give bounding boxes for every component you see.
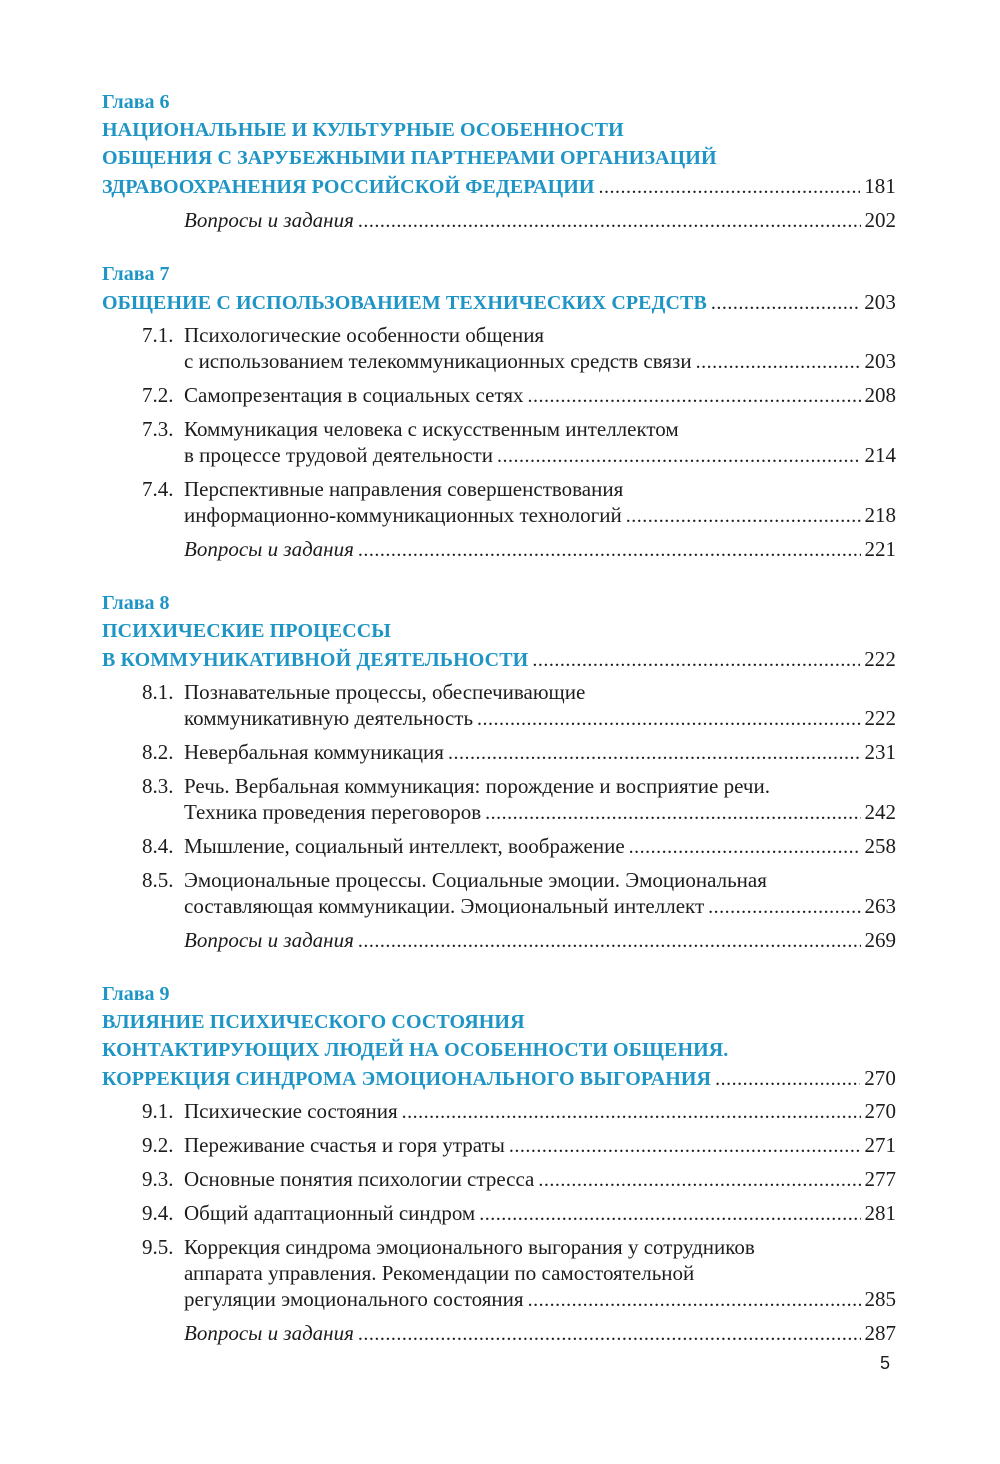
section-number: 7.1.: [142, 323, 174, 347]
section-title: [184, 799, 896, 826]
dot-leader: [448, 740, 861, 766]
section-title: [184, 833, 896, 860]
questions-entry-page-number: 287: [864, 1321, 896, 1345]
section-title: [184, 502, 896, 529]
dot-leader: [528, 1287, 861, 1313]
chapter-title-text: ЗДРАВООХРАНЕНИЯ РОССИЙСКОЙ ФЕДЕРАЦИИ: [102, 176, 595, 198]
section-number: 8.4.: [142, 834, 174, 858]
dot-leader: [497, 443, 861, 469]
chapter-block: [102, 980, 896, 1347]
dot-leader: [485, 800, 860, 826]
toc-entry: [102, 773, 896, 826]
section-title-text: составляющая коммуникации. Эмоциональный интеллект: [184, 894, 705, 918]
section-title-page-number: 222: [864, 706, 896, 730]
section-title-line: Коммуникация человека с искусственным интеллектом: [184, 417, 679, 441]
section-number: 9.3.: [142, 1167, 174, 1191]
chapter-title: [102, 645, 896, 674]
section-title-page-number: 271: [864, 1133, 896, 1157]
section-number: 7.4.: [142, 477, 174, 501]
chapter-label: Глава 6: [102, 91, 170, 113]
section-title-page-number: 258: [864, 834, 896, 858]
section-title-text: Общий адаптационный синдром: [184, 1201, 476, 1225]
questions-entry: [102, 207, 896, 234]
dot-leader: [696, 349, 861, 375]
section-title: [184, 1286, 896, 1313]
dot-leader: [358, 208, 861, 234]
section-title-text: Мышление, социальный интеллект, воображение: [184, 834, 625, 858]
dot-leader: [402, 1099, 861, 1125]
section-number: 8.5.: [142, 868, 174, 892]
dot-leader: [477, 706, 860, 732]
dot-leader: [626, 503, 861, 529]
section-title-line: Психологические особенности общения: [184, 323, 545, 347]
chapter-label: Глава 8: [102, 592, 170, 614]
dot-leader: [479, 1201, 860, 1227]
section-number: 7.3.: [142, 417, 174, 441]
chapter-title-line: ОБЩЕНИЯ С ЗАРУБЕЖНЫМИ ПАРТНЕРАМИ ОРГАНИЗАЦИЙ: [102, 147, 717, 169]
dot-leader: [509, 1133, 861, 1159]
questions-entry-page-number: 221: [864, 537, 896, 561]
toc-entry: [102, 679, 896, 732]
toc-entry: [102, 1200, 896, 1227]
dot-leader: [528, 383, 861, 409]
chapter-title-text: ОБЩЕНИЕ С ИСПОЛЬЗОВАНИЕМ ТЕХНИЧЕСКИХ СРЕДСТВ: [102, 292, 707, 314]
chapter-title-text: В КОММУНИКАТИВНОЙ ДЕЯТЕЛЬНОСТИ: [102, 649, 529, 671]
section-title-page-number: 270: [864, 1099, 896, 1123]
toc-entry: [102, 382, 896, 409]
table-of-contents: [102, 88, 896, 1373]
section-number: 9.2.: [142, 1133, 174, 1157]
dot-leader: [538, 1167, 860, 1193]
dot-leader: [711, 289, 860, 317]
section-number: 8.2.: [142, 740, 174, 764]
section-title-page-number: 214: [864, 443, 896, 467]
dot-leader: [599, 173, 861, 201]
toc-entry: [102, 1132, 896, 1159]
chapter-label: Глава 9: [102, 983, 170, 1005]
section-number: 9.5.: [142, 1235, 174, 1259]
section-title-page-number: 242: [864, 800, 896, 824]
questions-entry-text: Вопросы и задания: [184, 208, 354, 232]
chapter-block: [102, 589, 896, 954]
section-title: [184, 739, 896, 766]
section-title: [184, 1200, 896, 1227]
section-title-text: информационно-коммуникационных технологий: [184, 503, 622, 527]
toc-entry: [102, 739, 896, 766]
section-list: [102, 322, 896, 563]
dot-leader: [358, 928, 861, 954]
section-title-line: Речь. Вербальная коммуникация: порождение и восприятие речи.: [184, 774, 770, 798]
dot-leader: [708, 894, 860, 920]
section-title: [184, 893, 896, 920]
section-title-page-number: 231: [864, 740, 896, 764]
toc-entry: [102, 867, 896, 920]
section-title-page-number: 263: [864, 894, 896, 918]
section-title-page-number: 281: [864, 1201, 896, 1225]
section-title-text: Переживание счастья и горя утраты: [184, 1133, 505, 1157]
section-title: [184, 1098, 896, 1125]
chapter-title: [102, 288, 896, 317]
chapter-title: [102, 172, 896, 201]
page-number: 5: [880, 1353, 891, 1373]
section-title-text: Самопрезентация в социальных сетях: [184, 383, 524, 407]
section-number: 8.3.: [142, 774, 174, 798]
chapter-title-line: НАЦИОНАЛЬНЫЕ И КУЛЬТУРНЫЕ ОСОБЕННОСТИ: [102, 119, 624, 141]
section-title-page-number: 218: [864, 503, 896, 527]
questions-entry: [102, 927, 896, 954]
section-number: 9.4.: [142, 1201, 174, 1225]
chapter-title-page-number: 270: [864, 1066, 896, 1090]
questions-entry-text: Вопросы и задания: [184, 1321, 354, 1345]
chapter-label: Глава 7: [102, 263, 170, 285]
chapter-title-page-number: 222: [864, 647, 896, 671]
chapter-title-line: КОНТАКТИРУЮЩИХ ЛЮДЕЙ НА ОСОБЕННОСТИ ОБЩЕНИЯ.: [102, 1039, 729, 1061]
questions-entry-page-number: 202: [864, 208, 896, 232]
section-title-line: аппарата управления. Рекомендации по самостоятельной: [184, 1261, 695, 1285]
section-title-line: Познавательные процессы, обеспечивающие: [184, 680, 586, 704]
questions-entry: [102, 1320, 896, 1347]
section-title-text: с использованием телекоммуникационных средств связи: [184, 349, 692, 373]
toc-entry: [102, 833, 896, 860]
dot-leader: [358, 1321, 861, 1347]
section-list: [102, 207, 896, 234]
section-list: [102, 679, 896, 954]
section-title-line: Эмоциональные процессы. Социальные эмоции. Эмоциональная: [184, 868, 767, 892]
toc-entry: [102, 1166, 896, 1193]
chapter-title-line: ПСИХИЧЕСКИЕ ПРОЦЕССЫ: [102, 620, 392, 642]
dot-leader: [358, 537, 861, 563]
section-title: [184, 442, 896, 469]
questions-entry-text: Вопросы и задания: [184, 537, 354, 561]
section-title-text: Психические состояния: [184, 1099, 398, 1123]
chapter-title-page-number: 181: [864, 174, 896, 198]
dot-leader: [715, 1065, 860, 1093]
section-title-page-number: 277: [864, 1167, 896, 1191]
section-title: [184, 1132, 896, 1159]
section-list: [102, 1098, 896, 1347]
section-number: 8.1.: [142, 680, 174, 704]
section-title-page-number: 203: [864, 349, 896, 373]
chapter-title: [102, 1064, 896, 1093]
questions-entry-page-number: 269: [864, 928, 896, 952]
dot-leader: [532, 646, 860, 674]
toc-entry: [102, 476, 896, 529]
section-title-text: регуляции эмоционального состояния: [184, 1287, 524, 1311]
section-title-line: Коррекция синдрома эмоционального выгорания у сотрудников: [184, 1235, 755, 1259]
section-title-line: Перспективные направления совершенствования: [184, 477, 624, 501]
section-title: [184, 382, 896, 409]
section-title-text: коммуникативную деятельность: [184, 706, 474, 730]
toc-entry: [102, 1098, 896, 1125]
questions-entry: [102, 536, 896, 563]
section-title: [184, 705, 896, 732]
toc-entry: [102, 416, 896, 469]
questions-entry-text: Вопросы и задания: [184, 928, 354, 952]
section-number: 7.2.: [142, 383, 174, 407]
section-title-text: Основные понятия психологии стресса: [184, 1167, 535, 1191]
section-title-text: в процессе трудовой деятельности: [184, 443, 493, 467]
chapter-title-text: КОРРЕКЦИЯ СИНДРОМА ЭМОЦИОНАЛЬНОГО ВЫГОРАНИЯ: [102, 1068, 712, 1090]
chapter-title-line: ВЛИЯНИЕ ПСИХИЧЕСКОГО СОСТОЯНИЯ: [102, 1011, 525, 1033]
chapter-block: [102, 260, 896, 563]
chapter-block: [102, 88, 896, 234]
section-title: [184, 1166, 896, 1193]
section-title-text: Техника проведения переговоров: [184, 800, 482, 824]
section-title-page-number: 285: [864, 1287, 896, 1311]
section-title: [184, 348, 896, 375]
section-number: 9.1.: [142, 1099, 174, 1123]
toc-entry: [102, 322, 896, 375]
dot-leader: [629, 834, 861, 860]
section-title-text: Невербальная коммуникация: [184, 740, 444, 764]
toc-entry: [102, 1234, 896, 1313]
chapter-title-page-number: 203: [864, 290, 896, 314]
section-title-page-number: 208: [864, 383, 896, 407]
